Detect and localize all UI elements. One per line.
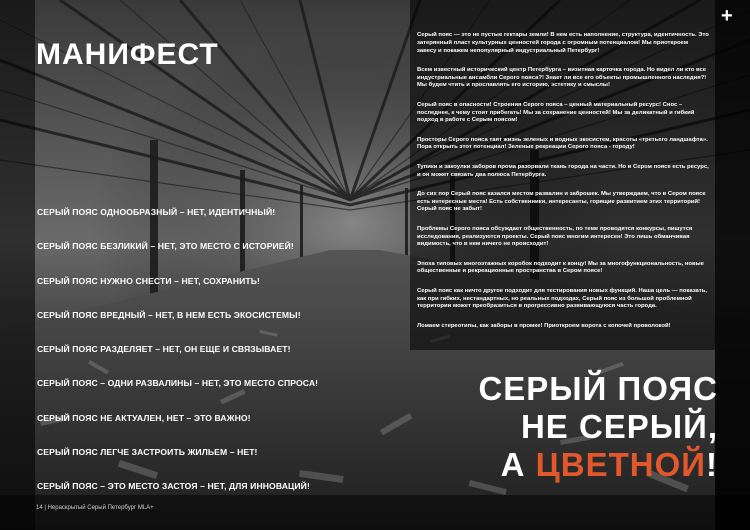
plus-icon: + xyxy=(721,5,733,27)
body-paragraph: Серый пояс как ничто другое подходит для тестирования новых функций. Наша цель — показать, как при гибких, нестандартных, но реальных подходах, Серый пояс из большой проблемной территории может преобразиться в прогрессивно развивающуюся часть города. xyxy=(417,287,707,310)
body-paragraph: Серый пояс — это не пустые гектары земли! В нем есть наполнение, структура, идентичность. Это затерянный пласт культурных ценностей города с огромным потенциалом! Мы приоткроем завесу и покажем непопулярный индустриальный Петербург! xyxy=(417,32,709,54)
page-footer: 14 | Нераскрытый Серый Петербург MLA+ xyxy=(36,505,154,511)
body-paragraph: До сих пор Серый пояс казался местом развалин и заброшек. Мы утверждаем, что в Сером поясе есть интересные места! Есть собственники, интересанты, горящие развитием этих территорий! Серый пояс не забыт! xyxy=(417,190,706,213)
body-paragraph: Ломаем стереотипы, как заборы в промке! Приоткроем ворота с копочей проволокой! xyxy=(417,322,671,329)
headline-line-1: СЕРЫЙ ПОЯС xyxy=(478,370,718,407)
slogan-item: СЕРЫЙ ПОЯС ОДНООБРАЗНЫЙ – НЕТ, ИДЕНТИЧНЫЙ! xyxy=(37,207,276,217)
headline-accent-word: ЦВЕТНОЙ xyxy=(535,446,706,483)
body-paragraph: Всем известный исторический центр Петербурга – визитная карточка города. Но видел ли кто все индустриальные ансамбли Серого пояса?! Знает ли все его объекты промышленного наследия?! Мы будем чтить и прославлять его историю, эстетику и смыслы! xyxy=(417,66,707,89)
slogan-item: СЕРЫЙ ПОЯС НЕ АКТУАЛЕН, НЕТ – ЭТО ВАЖНО! xyxy=(37,412,251,423)
slogan-item: СЕРЫЙ ПОЯС – ОДНИ РАЗВАЛИНЫ – НЕТ, ЭТО МЕСТО СПРОСА! xyxy=(37,378,319,389)
headline-line-3-suffix: ! xyxy=(706,446,718,483)
manifesto-body xyxy=(417,32,709,342)
body-paragraph: Тупики и закоулки заборов прома разорвали ткань города на части. Но в Сером поясе есть ресурс, и он может связать два полюса Петербурга. xyxy=(417,163,709,178)
headline-line-2: НЕ СЕРЫЙ, xyxy=(520,408,718,445)
page-title: МАНИФЕСТ xyxy=(36,38,219,71)
body-paragraph: Эпоха типовых многоэтажных коробок подходит к концу! Мы за многофункциональность, новые общественные и рекреационные пространства в Сером поясе! xyxy=(417,260,704,275)
body-paragraph: Просторы Серого пояса таят жизнь зеленых и водных экосистем, красоты «третьего ландшафта». Пора открыть этот потенциал! Зеленые рекреации Серого пояса - городу! xyxy=(417,136,708,151)
slogan-item: СЕРЫЙ ПОЯС – ЭТО МЕСТО ЗАСТОЯ – НЕТ, ДЛЯ ИННОВАЦИЙ! xyxy=(37,481,310,492)
headline-line-3 xyxy=(358,446,718,484)
body-paragraph: Проблемы Серого пояса обсуждает общественность, по теме проводятся конкурсы, пишутся исследования, реализуются проекты. Серый пояс многим интересен! Это лишь обманчивая видимость, что в нем ничего не происходит! xyxy=(417,225,693,248)
headline-statement xyxy=(358,370,718,484)
slogan-list xyxy=(37,206,347,515)
slogan-item: СЕРЫЙ ПОЯС ВРЕДНЫЙ – НЕТ, В НЕМ ЕСТЬ ЭКОСИСТЕМЫ! xyxy=(37,309,301,320)
slogan-item: СЕРЫЙ ПОЯС ЛЕГЧЕ ЗАСТРОИТЬ ЖИЛЬЕМ – НЕТ! xyxy=(37,447,258,458)
slogan-item: СЕРЫЙ ПОЯС НУЖНО СНЕСТИ – НЕТ, СОХРАНИТЬ! xyxy=(37,275,261,286)
headline-line-3-prefix: А xyxy=(500,446,536,483)
body-paragraph: Серый пояс в опасности! Строения Серого пояса – ценный материальный ресурс! Снос – последнее, к чему стоит прибегать! Мы за сохранение ценностей! Мы за деликатный и гибкий подход в работе с Серым поясом! xyxy=(417,101,695,124)
slogan-item: СЕРЫЙ ПОЯС РАЗДЕЛЯЕТ – НЕТ, ОН ЕЩЕ И СВЯЗЫВАЕТ! xyxy=(37,344,291,355)
slogan-item: СЕРЫЙ ПОЯС БЕЗЛИКИЙ – НЕТ, ЭТО МЕСТО С ИСТОРИЕЙ! xyxy=(37,241,294,252)
